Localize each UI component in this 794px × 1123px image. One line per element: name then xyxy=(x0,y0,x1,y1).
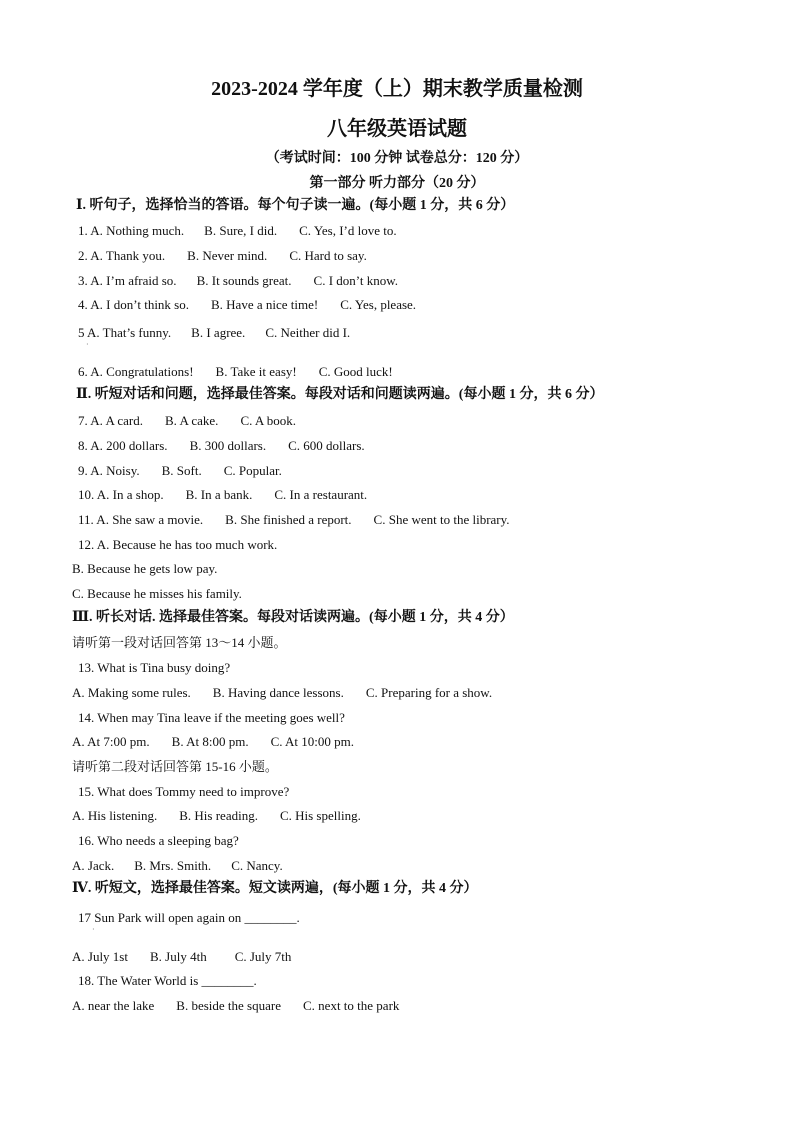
question-12: 12. A. Because he has too much work. xyxy=(78,537,278,552)
question-1 xyxy=(78,223,397,239)
q5-option-a: 5 A. That’s funny. xyxy=(78,325,172,340)
q6-option-a: 6. A. Congratulations! xyxy=(78,364,194,379)
q11-option-a: 11. A. She saw a movie. xyxy=(78,512,204,527)
q7-option-b: B. A cake. xyxy=(165,413,219,428)
part-title: 第一部分 听力部分（20 分） xyxy=(309,176,485,191)
q3-option-c: C. I don’t know. xyxy=(313,273,399,288)
q16-options xyxy=(72,858,283,874)
q16-option-c: C. Nancy. xyxy=(231,858,283,873)
q3-option-a: 3. A. I’m afraid so. xyxy=(78,273,177,288)
question-14: 14. When may Tina leave if the meeting goes well? xyxy=(78,710,345,725)
q14-options xyxy=(72,734,354,750)
q16-option-a: A. Jack. xyxy=(72,858,115,873)
q9-option-a: 9. A. Noisy. xyxy=(78,463,140,478)
q18-options xyxy=(72,998,399,1014)
q7-option-c: C. A book. xyxy=(240,413,297,428)
section-1-heading: Ⅰ. 听句子，选择恰当的答语。每个句子读一遍。(每小题 1 分，共 6 分） xyxy=(76,198,515,213)
question-10 xyxy=(78,487,367,503)
q13-option-c: C. Preparing for a show. xyxy=(365,685,493,700)
q2-option-a: 2. A. Thank you. xyxy=(78,248,166,263)
question-7 xyxy=(78,413,296,429)
q13-options xyxy=(72,685,492,701)
q10-option-c: C. In a restaurant. xyxy=(274,487,368,502)
q5-option-b: B. I agree. xyxy=(191,325,246,340)
question-15: 15. What does Tommy need to improve? xyxy=(78,784,290,799)
q2-option-b: B. Never mind. xyxy=(187,248,268,263)
q1-option-b: B. Sure, I did. xyxy=(204,223,278,238)
exam-subtitle: 八年级英语试题 xyxy=(327,118,467,140)
q6-option-b: B. Take it easy! xyxy=(215,364,297,379)
q3-option-b: B. It sounds great. xyxy=(196,273,292,288)
question-18: 18. The Water World is ________. xyxy=(78,973,257,988)
section-3-heading: Ⅲ. 听长对话. 选择最佳答案。每段对话读两遍。(每小题 1 分，共 4 分） xyxy=(72,610,514,625)
section-2-heading: Ⅱ. 听短对话和问题，选择最佳答案。每段对话和问题读两遍。(每小题 1 分，共 6 分） xyxy=(76,387,604,402)
q8-option-c: C. 600 dollars. xyxy=(288,438,365,453)
question-4 xyxy=(78,297,416,313)
q12-option-b: B. Because he gets low pay. xyxy=(72,561,218,576)
q18-option-c: C. next to the park xyxy=(303,998,400,1013)
q9-option-c: C. Popular. xyxy=(223,463,282,478)
q1-option-c: C. Yes, I’d love to. xyxy=(299,223,397,238)
question-11 xyxy=(78,512,510,528)
dialogue-1-intro: 请听第一段对话回答第 13～14 小题。 xyxy=(72,635,287,650)
q4-option-c: C. Yes, please. xyxy=(340,297,417,312)
q17-option-c: C. July 7th xyxy=(234,949,292,964)
q4-option-a: 4. A. I don’t think so. xyxy=(78,297,189,312)
q15-option-b: B. His reading. xyxy=(179,808,258,823)
q4-option-b: B. Have a nice time! xyxy=(211,297,319,312)
q11-option-c: C. She went to the library. xyxy=(373,512,510,527)
q8-option-b: B. 300 dollars. xyxy=(189,438,267,453)
q17-option-b: B. July 4th xyxy=(149,949,207,964)
q6-option-c: C. Good luck! xyxy=(318,364,393,379)
q14-option-a: A. At 7:00 pm. xyxy=(72,734,150,749)
exam-title: 2023-2024 学年度（上）期末教学质量检测 xyxy=(211,78,583,100)
stray-dot-2: · xyxy=(92,925,95,934)
q18-option-a: A. near the lake xyxy=(72,998,155,1013)
q13-option-b: B. Having dance lessons. xyxy=(212,685,344,700)
q17-options xyxy=(72,949,291,965)
q11-option-b: B. She finished a report. xyxy=(225,512,352,527)
q10-option-b: B. In a bank. xyxy=(185,487,253,502)
question-17: 17 Sun Park will open again on ________. xyxy=(78,910,300,925)
q15-option-c: C. His spelling. xyxy=(279,808,361,823)
section-4-heading: Ⅳ. 听短文，选择最佳答案。短文读两遍，(每小题 1 分，共 4 分） xyxy=(72,881,478,896)
q14-option-b: B. At 8:00 pm. xyxy=(171,734,249,749)
question-3 xyxy=(78,273,398,289)
q18-option-b: B. beside the square xyxy=(176,998,281,1013)
q15-option-a: A. His listening. xyxy=(72,808,158,823)
stray-dot: · xyxy=(86,340,89,349)
question-8 xyxy=(78,438,365,454)
q15-options xyxy=(72,808,361,824)
q8-option-a: 8. A. 200 dollars. xyxy=(78,438,168,453)
q7-option-a: 7. A. A card. xyxy=(78,413,143,428)
q17-option-a: A. July 1st xyxy=(72,949,128,964)
q13-option-a: A. Making some rules. xyxy=(72,685,191,700)
question-16: 16. Who needs a sleeping bag? xyxy=(78,833,239,848)
question-9 xyxy=(78,463,282,479)
question-2 xyxy=(78,248,367,264)
q16-option-b: B. Mrs. Smith. xyxy=(134,858,212,873)
question-6 xyxy=(78,364,393,380)
q5-option-c: C. Neither did I. xyxy=(265,325,351,340)
q10-option-a: 10. A. In a shop. xyxy=(78,487,164,502)
q2-option-c: C. Hard to say. xyxy=(289,248,367,263)
exam-info: （考试时间：100 分钟 试卷总分：120 分） xyxy=(265,151,529,166)
question-5 xyxy=(78,325,350,341)
question-13: 13. What is Tina busy doing? xyxy=(78,660,231,675)
q14-option-c: C. At 10:00 pm. xyxy=(270,734,355,749)
q12-option-c: C. Because he misses his family. xyxy=(72,586,242,601)
q1-option-a: 1. A. Nothing much. xyxy=(78,223,185,238)
q9-option-b: B. Soft. xyxy=(161,463,202,478)
dialogue-2-intro: 请听第二段对话回答第 15-16 小题。 xyxy=(72,759,278,774)
